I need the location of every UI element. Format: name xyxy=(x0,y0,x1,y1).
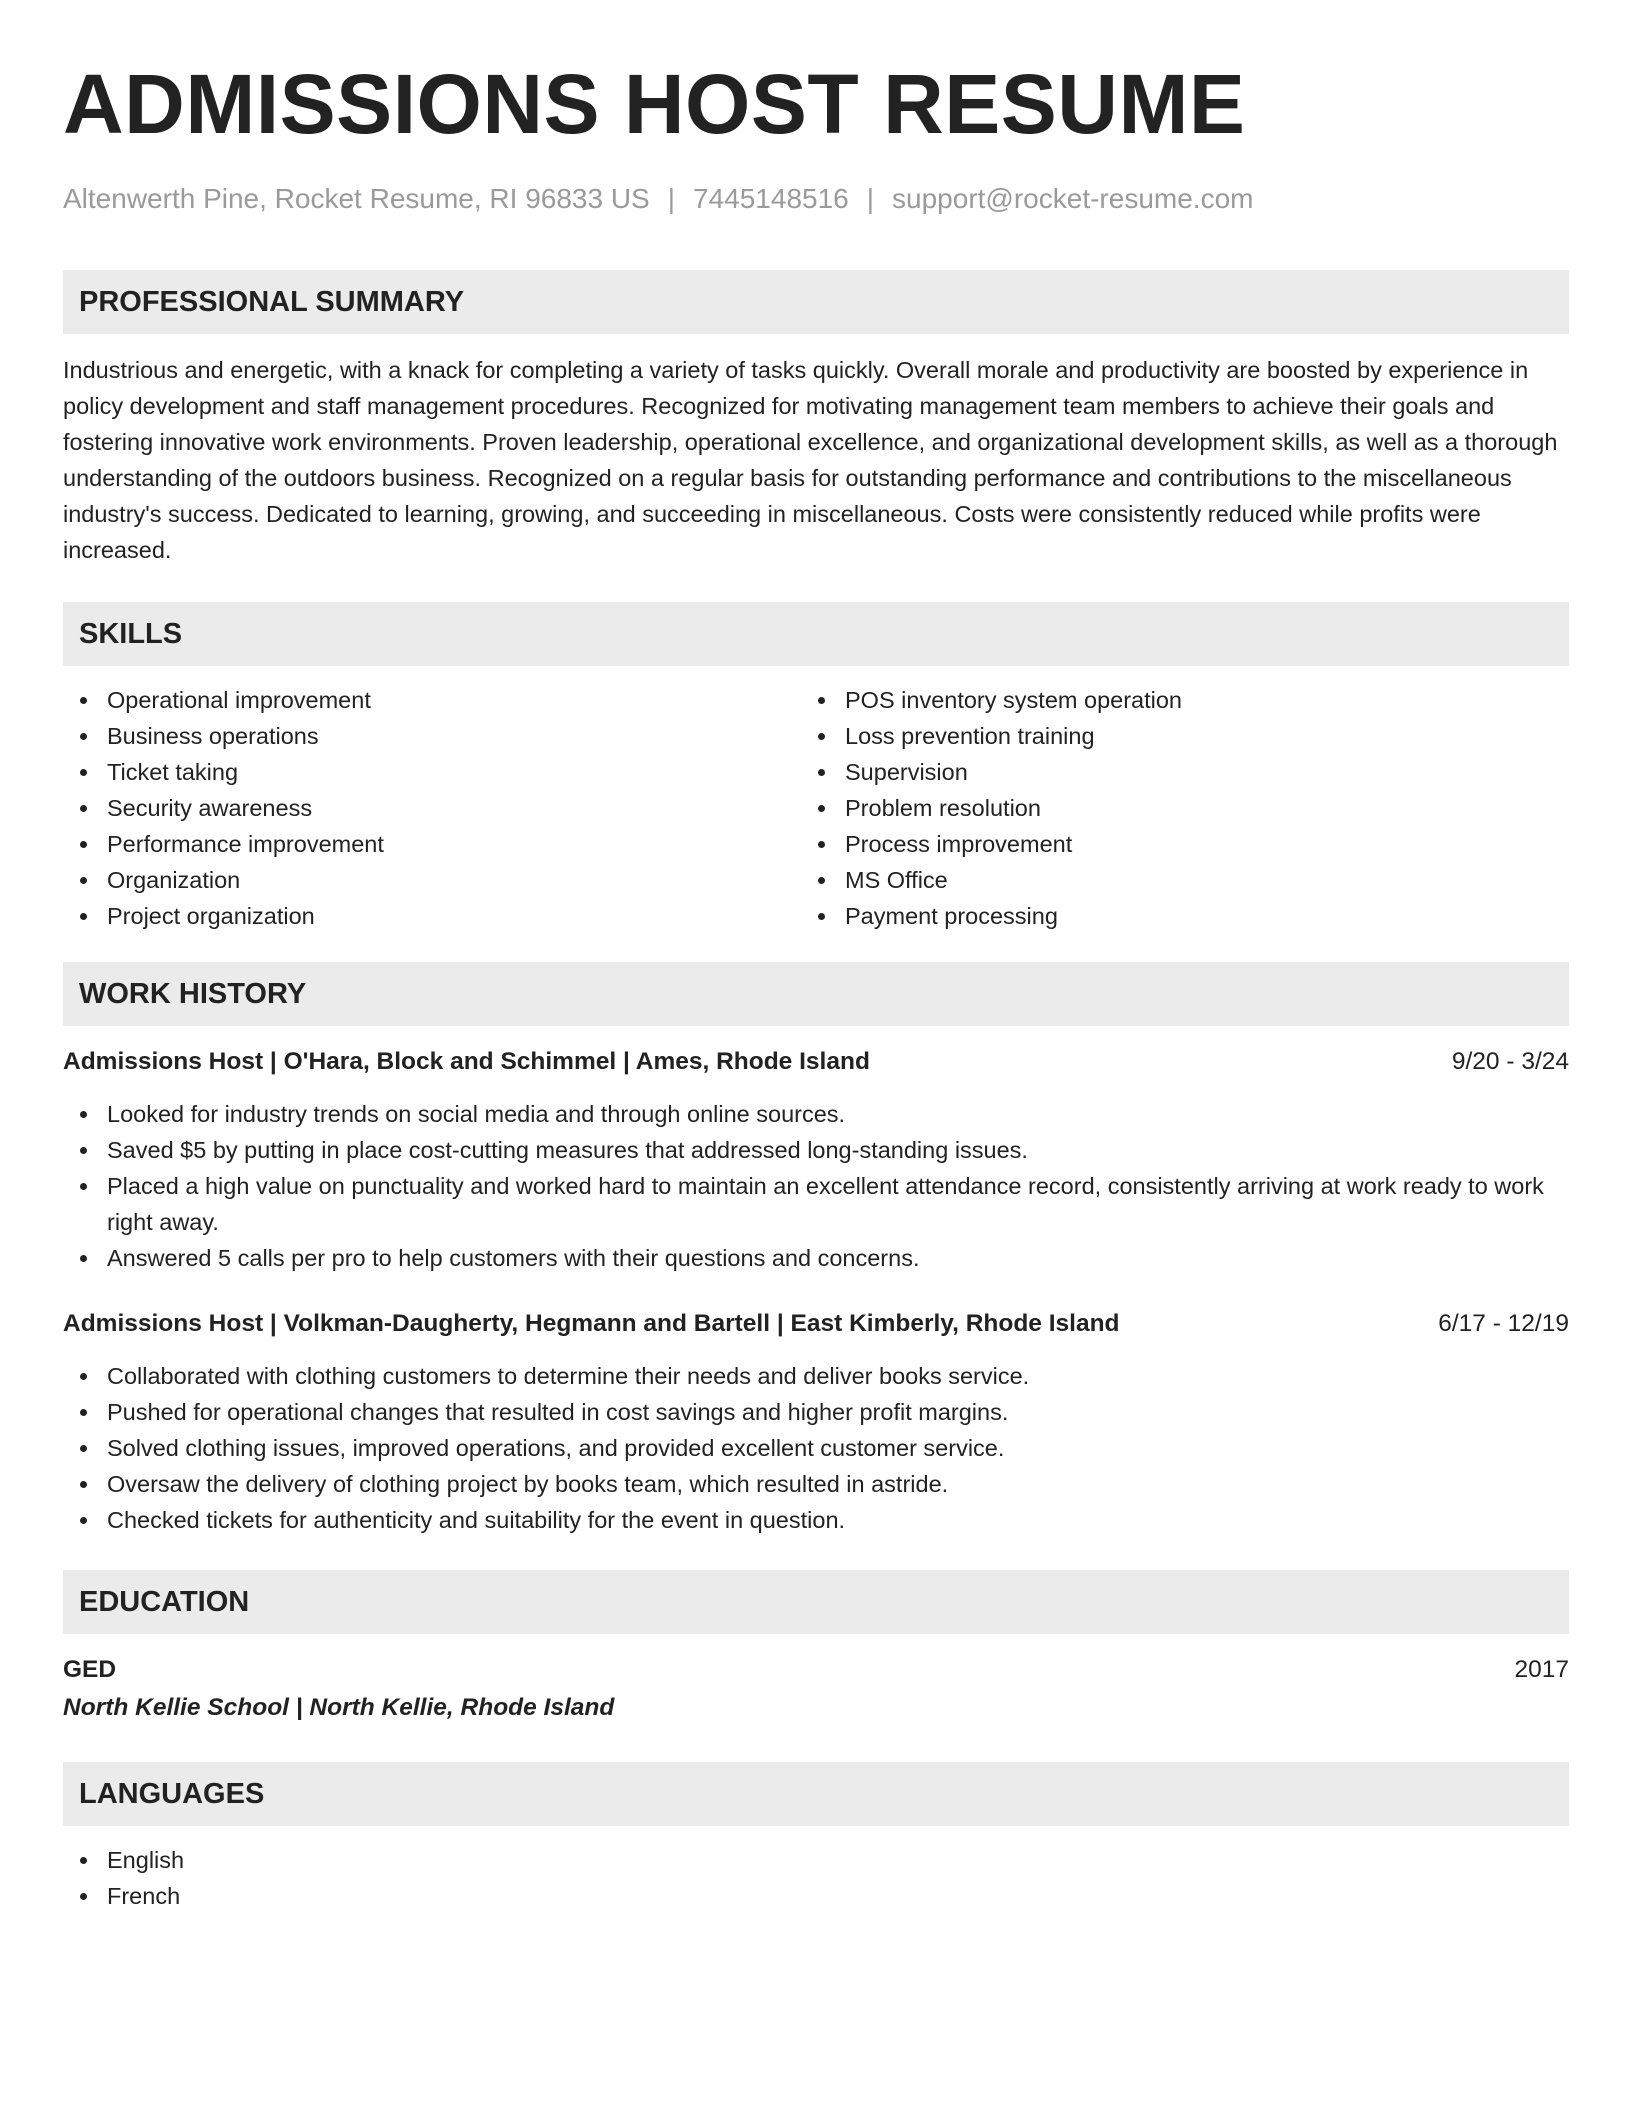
job-dates: 6/17 - 12/19 xyxy=(1438,1310,1569,1337)
skill-item: Payment processing xyxy=(801,898,1539,934)
skill-item: Operational improvement xyxy=(63,682,801,718)
language-item: English xyxy=(63,1842,1569,1878)
job-entry xyxy=(63,1044,1569,1276)
skill-item: Project organization xyxy=(63,898,801,934)
section-header-summary: PROFESSIONAL SUMMARY xyxy=(63,270,1569,334)
resume-title: ADMISSIONS HOST RESUME xyxy=(63,57,1246,151)
job-title: Admissions Host | O'Hara, Block and Schimmel | Ames, Rhode Island xyxy=(63,1048,870,1075)
job-header xyxy=(63,1306,1569,1342)
job-bullets xyxy=(63,1096,1569,1276)
job-title: Admissions Host | Volkman-Daugherty, Hegmann and Bartell | East Kimberly, Rhode Island xyxy=(63,1310,1120,1337)
education-degree: GED xyxy=(63,1656,117,1683)
job-bullet: Solved clothing issues, improved operations, and provided excellent customer service. xyxy=(63,1430,1569,1466)
job-bullet: Answered 5 calls per pro to help customers with their questions and concerns. xyxy=(63,1240,1569,1276)
job-bullet: Collaborated with clothing customers to determine their needs and deliver books service. xyxy=(63,1358,1569,1394)
education-year: 2017 xyxy=(1514,1656,1569,1683)
skill-item: Security awareness xyxy=(63,790,801,826)
contact-phone: 7445148516 xyxy=(693,183,849,214)
languages-list xyxy=(63,1842,1569,1914)
summary-text: Industrious and energetic, with a knack for completing a variety of tasks quickly. Overall morale and productivity are boosted by experience in policy development and staff management procedures. Recognized for motivating management team members to achieve their goals and fostering innovative work environments. Proven leadership, operational excellence, and organizational development skills, as well as a thorough understanding of the outdoors business. Recognized on a regular basis for outstanding performance and contributions to the miscellaneous industry's success. Dedicated to learning, growing, and succeeding in miscellaneous. Costs were consistently reduced while profits were increased. xyxy=(63,357,1558,563)
section-header-skills: SKILLS xyxy=(63,602,1569,666)
skill-item: Loss prevention training xyxy=(801,718,1539,754)
contact-line xyxy=(63,182,1569,216)
section-header-education: EDUCATION xyxy=(63,1570,1569,1634)
job-entry xyxy=(63,1306,1569,1538)
education-school: North Kellie School | North Kellie, Rhode Island xyxy=(63,1694,615,1721)
skill-item: Problem resolution xyxy=(801,790,1539,826)
job-bullet: Pushed for operational changes that resulted in cost savings and higher profit margins. xyxy=(63,1394,1569,1430)
language-item: French xyxy=(63,1878,1569,1914)
skill-item: Organization xyxy=(63,862,801,898)
job-bullets xyxy=(63,1358,1569,1538)
skill-item: MS Office xyxy=(801,862,1539,898)
job-dates: 9/20 - 3/24 xyxy=(1451,1048,1569,1075)
job-bullet: Checked tickets for authenticity and suitability for the event in question. xyxy=(63,1502,1569,1538)
skills-column-right xyxy=(801,682,1539,934)
contact-separator: | xyxy=(866,183,875,214)
skill-item: Supervision xyxy=(801,754,1539,790)
skills-grid xyxy=(63,682,1569,934)
skill-item: POS inventory system operation xyxy=(801,682,1539,718)
skill-item: Performance improvement xyxy=(63,826,801,862)
contact-address: Altenwerth Pine, Rocket Resume, RI 96833 US xyxy=(63,183,650,214)
contact-separator: | xyxy=(667,183,676,214)
contact-email: support@rocket-resume.com xyxy=(892,183,1254,214)
education-header xyxy=(63,1652,1569,1688)
skill-item: Business operations xyxy=(63,718,801,754)
skill-item: Ticket taking xyxy=(63,754,801,790)
section-header-work-history: WORK HISTORY xyxy=(63,962,1569,1026)
skill-item: Process improvement xyxy=(801,826,1539,862)
job-bullet: Placed a high value on punctuality and worked hard to maintain an excellent attendance record, consistently arriving at work ready to work right away. xyxy=(63,1168,1569,1240)
job-bullet: Saved $5 by putting in place cost-cutting measures that addressed long-standing issues. xyxy=(63,1132,1569,1168)
education-entry xyxy=(63,1652,1569,1726)
job-header xyxy=(63,1044,1569,1080)
job-bullet: Looked for industry trends on social media and through online sources. xyxy=(63,1096,1569,1132)
job-bullet: Oversaw the delivery of clothing project by books team, which resulted in astride. xyxy=(63,1466,1569,1502)
skills-column-left xyxy=(63,682,801,934)
section-header-languages: LANGUAGES xyxy=(63,1762,1569,1826)
